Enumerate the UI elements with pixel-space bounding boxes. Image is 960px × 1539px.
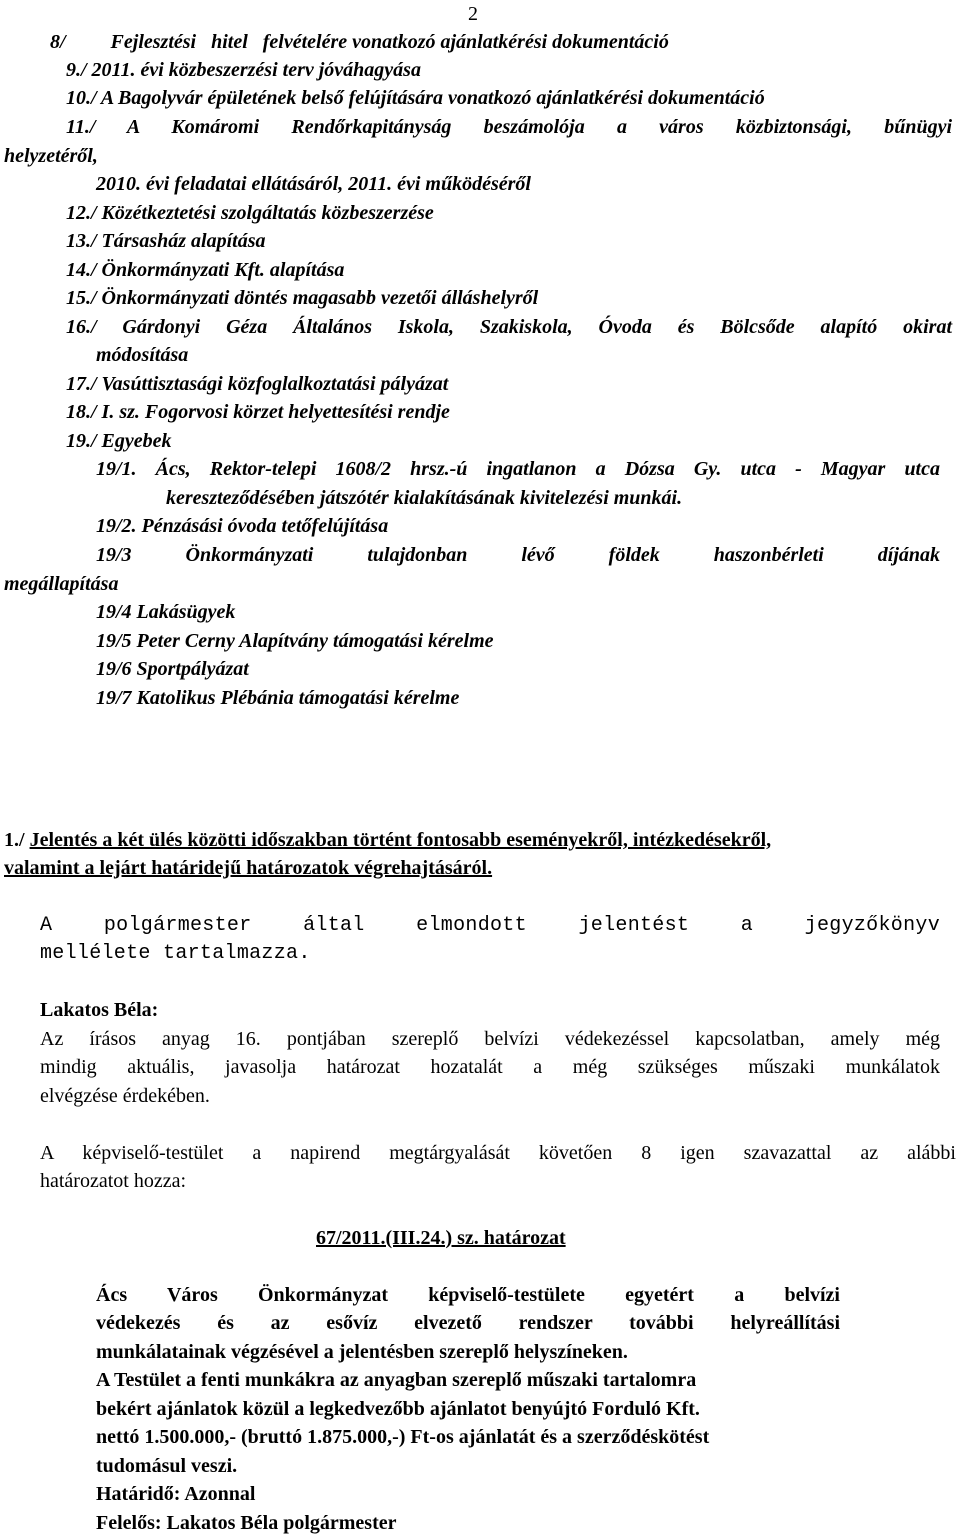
agenda-item-8: 8/ Fejlesztési hitel felvételére vonatkozó ajánlatkérési dokumentáció xyxy=(50,31,669,53)
agenda-item-11-cont: helyzetéről, xyxy=(4,145,98,167)
agenda-subitem-19-1: 19/1. Ács, Rektor-telepi 1608/2 hrsz.-ú ingatlanon a Dózsa Gy. utca - Magyar utca xyxy=(96,458,940,480)
agenda-item-11-cont2: 2010. évi feladatai ellátásáról, 2011. évi működéséről xyxy=(96,173,531,195)
resolution-line-7: tudomásul veszi. xyxy=(96,1455,238,1477)
agenda-item-19: 19./ Egyebek xyxy=(66,430,172,452)
agenda-subitem-19-3-cont: megállapítása xyxy=(4,573,119,595)
agenda-item-9: 9./ 2011. évi közbeszerzési terv jóváhagyása xyxy=(66,59,421,81)
agenda-item-15: 15./ Önkormányzati döntés magasabb vezetői álláshelyről xyxy=(66,287,539,309)
agenda-item-17: 17./ Vasúttisztasági közfoglalkoztatási pályázat xyxy=(66,373,449,395)
resolution-line-6: nettó 1.500.000,- (bruttó 1.875.000,-) Ft-os ajánlatát és a szerződéskötést xyxy=(96,1426,710,1448)
agenda-item-18: 18./ I. sz. Fogorvosi körzet helyettesítési rendje xyxy=(66,401,450,423)
agenda-subitem-19-2: 19/2. Pénzásási óvoda tetőfelújítása xyxy=(96,515,389,537)
resolution-title: 67/2011.(III.24.) sz. határozat xyxy=(316,1227,566,1249)
section-heading xyxy=(4,828,958,852)
agenda-item-14: 14./ Önkormányzati Kft. alapítása xyxy=(66,259,345,281)
agenda-subitem-19-7: 19/7 Katolikus Plébánia támogatási kérelme xyxy=(96,687,460,709)
resolution-line-4: A Testület a fenti munkákra az anyagban szereplő műszaki tartalomra xyxy=(96,1369,697,1391)
resolution-deadline: Határidő: Azonnal xyxy=(96,1483,256,1505)
page-number: 2 xyxy=(468,3,478,25)
section-heading-cont: valamint a lejárt határidejű határozatok végrehajtásáról. xyxy=(4,857,493,879)
speaker-name: Lakatos Béla: xyxy=(40,999,159,1021)
resolution-line-5: bekért ajánlatok közül a legkedvezőbb ajánlatot benyújtó Forduló Kft. xyxy=(96,1398,700,1420)
agenda-item-16-cont: módosítása xyxy=(96,344,189,366)
agenda-subitem-19-1-cont: kereszteződésében játszótér kialakításának kivitelezési munkái. xyxy=(166,487,683,509)
mayor-report-note: A polgármester által elmondott jelentést a jegyzőkönyv xyxy=(40,914,940,937)
agenda-item-16: 16./ Gárdonyi Géza Általános Iskola, Szakiskola, Óvoda és Bölcsőde alapító okirat xyxy=(66,316,952,338)
mayor-report-note-cont: mellélete tartalmazza. xyxy=(40,942,311,965)
resolution-line-1: Ács Város Önkormányzat képviselő-testülete egyetért a belvízi xyxy=(96,1284,840,1306)
section-heading-title: Jelentés a két ülés közötti időszakban történt fontosabb eseményekről, intézkedésekről, xyxy=(29,829,772,851)
agenda-subitem-19-3: 19/3 Önkormányzati tulajdonban lévő földek haszonbérleti díjának xyxy=(96,544,940,566)
resolution-line-3: munkálatainak végzésével a jelentésben szereplő helyszíneken. xyxy=(96,1341,628,1363)
agenda-subitem-19-4: 19/4 Lakásügyek xyxy=(96,601,236,623)
agenda-item-12: 12./ Közétkeztetési szolgáltatás közbeszerzése xyxy=(66,202,434,224)
resolution-responsible: Felelős: Lakatos Béla polgármester xyxy=(96,1512,397,1534)
section-heading-number: 1./ xyxy=(4,829,30,851)
resolution-line-2: védekezés és az esővíz elvezető rendszer további helyreállítási xyxy=(96,1312,840,1334)
speech-line-3: elvégzése érdekében. xyxy=(40,1085,210,1107)
agenda-subitem-19-5: 19/5 Peter Cerny Alapítvány támogatási kérelme xyxy=(96,630,494,652)
agenda-subitem-19-6: 19/6 Sportpályázat xyxy=(96,658,249,680)
speech-line-2: mindig aktuális, javasolja határozat hozatalát a még szükséges műszaki munkálatok xyxy=(40,1056,940,1078)
vote-line-1: A képviselő-testület a napirend megtárgyalását követően 8 igen szavazattal az alábbi xyxy=(40,1142,956,1164)
speech-line-1: Az írásos anyag 16. pontjában szereplő belvízi védekezéssel kapcsolatban, amely még xyxy=(40,1028,940,1050)
agenda-item-10: 10./ A Bagolyvár épületének belső felújítására vonatkozó ajánlatkérési dokumentáció xyxy=(66,87,765,109)
agenda-item-11: 11./ A Komáromi Rendőrkapitányság beszámolója a város közbiztonsági, bűnügyi xyxy=(66,116,952,138)
agenda-item-13: 13./ Társasház alapítása xyxy=(66,230,266,252)
vote-line-2: határozatot hozza: xyxy=(40,1170,187,1192)
